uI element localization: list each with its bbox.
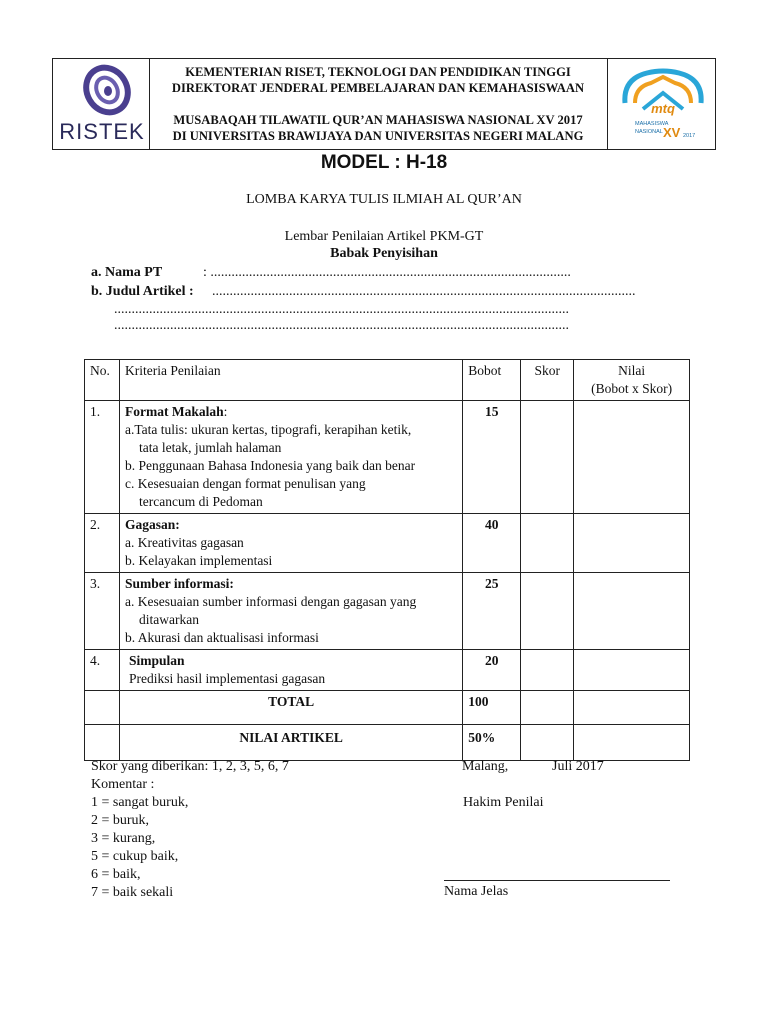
criteria-item: ditawarkan [138, 612, 199, 627]
table-row [85, 401, 690, 514]
criteria-item: b. Kelayakan implementasi [124, 553, 273, 568]
row-skor-cell[interactable] [521, 401, 574, 514]
svg-text:mtq: mtq [651, 101, 675, 116]
row-title: Simpulan [128, 653, 185, 668]
criteria-item: c. Kesesuaian dengan format penulisan yang [124, 476, 366, 491]
nama-pt-field[interactable]: : ....................................................................................................... [203, 265, 571, 280]
row-criteria [119, 401, 462, 514]
total-skor-cell[interactable] [521, 691, 574, 725]
header-nilai-sub: (Bobot x Skor) [591, 381, 673, 396]
row-title: Gagasan: [124, 517, 180, 532]
nilai-blank [85, 725, 120, 761]
ristek-logo-icon [67, 63, 139, 119]
judul-artikel-field-line3[interactable]: .................................................................................................................................. [114, 318, 569, 333]
row-criteria [119, 573, 462, 650]
row-skor-cell[interactable] [521, 514, 574, 573]
scale-item: 2 = buruk, [91, 813, 150, 828]
criteria-item: a. Kreativitas gagasan [124, 535, 244, 550]
table-row [85, 650, 690, 691]
row-bobot: 40 [463, 514, 521, 573]
svg-text:2017: 2017 [683, 133, 696, 139]
criteria-item: b. Penggunaan Bahasa Indonesia yang baik dan benar [124, 458, 416, 473]
criteria-item: a. Kesesuaian sumber informasi dengan gagasan yang [124, 594, 417, 609]
skor-options-text: Skor yang diberikan: 1, 2, 3, 5, 6, 7 [91, 759, 289, 774]
row-criteria [119, 514, 462, 573]
mtq-logo-icon [613, 63, 713, 145]
komentar-label: Komentar : [91, 777, 155, 792]
row-nilai-cell[interactable] [574, 573, 690, 650]
row-bobot: 15 [463, 401, 521, 514]
row-skor-cell[interactable] [521, 650, 574, 691]
row-no: 1. [85, 401, 120, 514]
row-title: Format Makalah [124, 404, 224, 419]
row-title: Sumber informasi: [124, 576, 234, 591]
scale-item: 7 = baik sekali [91, 885, 174, 900]
header-nilai-label: Nilai [618, 363, 646, 378]
nilai-artikel-row [85, 725, 690, 761]
competition-title: LOMBA KARYA TULIS ILMIAH AL QUR’AN [246, 192, 522, 207]
row-skor-cell[interactable] [521, 573, 574, 650]
judul-artikel-field[interactable]: ......................................................................................................................... [212, 284, 636, 299]
row-no: 4. [85, 650, 120, 691]
criteria-item: tercancum di Pedoman [138, 494, 263, 509]
svg-text:NASIONAL: NASIONAL [635, 129, 663, 135]
model-title: MODEL : H-18 [320, 152, 448, 173]
judul-artikel-field-line2[interactable]: .................................................................................................................................. [114, 302, 569, 317]
total-nilai-cell[interactable] [574, 691, 690, 725]
row-bobot: 20 [463, 650, 521, 691]
ristek-logo-text: RISTEK [59, 119, 145, 144]
row-no: 3. [85, 573, 120, 650]
header-skor: Skor [521, 360, 574, 401]
nilai-nilai-cell[interactable] [574, 725, 690, 761]
judge-label: Hakim Penilai [463, 795, 544, 810]
signature-line[interactable] [444, 880, 670, 881]
row-criteria [119, 650, 462, 691]
letterhead-divider-left [149, 59, 150, 149]
scale-item: 5 = cukup baik, [91, 849, 179, 864]
header-venue-line: DI UNIVERSITAS BRAWIJAYA DAN UNIVERSITAS NEGERI MALANG [172, 129, 584, 143]
judul-artikel-label: b. Judul Artikel : [91, 284, 194, 299]
criteria-item: tata letak, jumlah halaman [138, 440, 282, 455]
city-text: Malang, [462, 759, 509, 774]
svg-text:MAHASISWA: MAHASISWA [635, 121, 669, 127]
criteria-item: b. Akurasi dan aktualisasi informasi [124, 630, 319, 645]
header-nilai [574, 360, 690, 401]
total-row [85, 691, 690, 725]
row-no: 2. [85, 514, 120, 573]
letterhead-box [52, 58, 716, 150]
scale-item: 1 = sangat buruk, [91, 795, 189, 810]
table-row [85, 514, 690, 573]
row-nilai-cell[interactable] [574, 401, 690, 514]
assessment-table [84, 359, 690, 761]
header-bobot: Bobot [463, 360, 521, 401]
nilai-artikel-value: 50% [463, 725, 521, 761]
round-title: Babak Penyisihan [330, 246, 438, 261]
criteria-item: Prediksi hasil implementasi gagasan [128, 671, 326, 686]
row-nilai-cell[interactable] [574, 650, 690, 691]
header-directorate-line: DIREKTORAT JENDERAL PEMBELAJARAN DAN KEMAHASISWAAN [171, 81, 585, 95]
scale-item: 3 = kurang, [91, 831, 156, 846]
nilai-skor-cell[interactable] [521, 725, 574, 761]
row-nilai-cell[interactable] [574, 514, 690, 573]
header-event-line: MUSABAQAH TILAWATIL QUR’AN MAHASISWA NASIONAL XV 2017 [173, 113, 583, 127]
sheet-title: Lembar Penilaian Artikel PKM-GT [284, 229, 484, 244]
header-ministry-line: KEMENTERIAN RISET, TEKNOLOGI DAN PENDIDIKAN TINGGI [185, 65, 571, 79]
nilai-artikel-label: NILAI ARTIKEL [119, 725, 462, 761]
table-header-row [85, 360, 690, 401]
row-bobot: 25 [463, 573, 521, 650]
nama-pt-label: a. Nama PT [91, 265, 163, 280]
header-no: No. [85, 360, 120, 401]
header-kriteria: Kriteria Penilaian [119, 360, 462, 401]
criteria-item: a.Tata tulis: ukuran kertas, tipografi, kerapihan ketik, [124, 422, 412, 437]
svg-text:XV: XV [663, 125, 681, 140]
total-blank [85, 691, 120, 725]
date-text: Juli 2017 [552, 759, 604, 774]
letterhead-divider-right [607, 59, 608, 149]
total-value: 100 [463, 691, 521, 725]
total-label: TOTAL [119, 691, 462, 725]
table-row [85, 573, 690, 650]
name-label: Nama Jelas [444, 884, 509, 899]
scale-item: 6 = baik, [91, 867, 141, 882]
row-title-suffix: : [223, 404, 228, 419]
